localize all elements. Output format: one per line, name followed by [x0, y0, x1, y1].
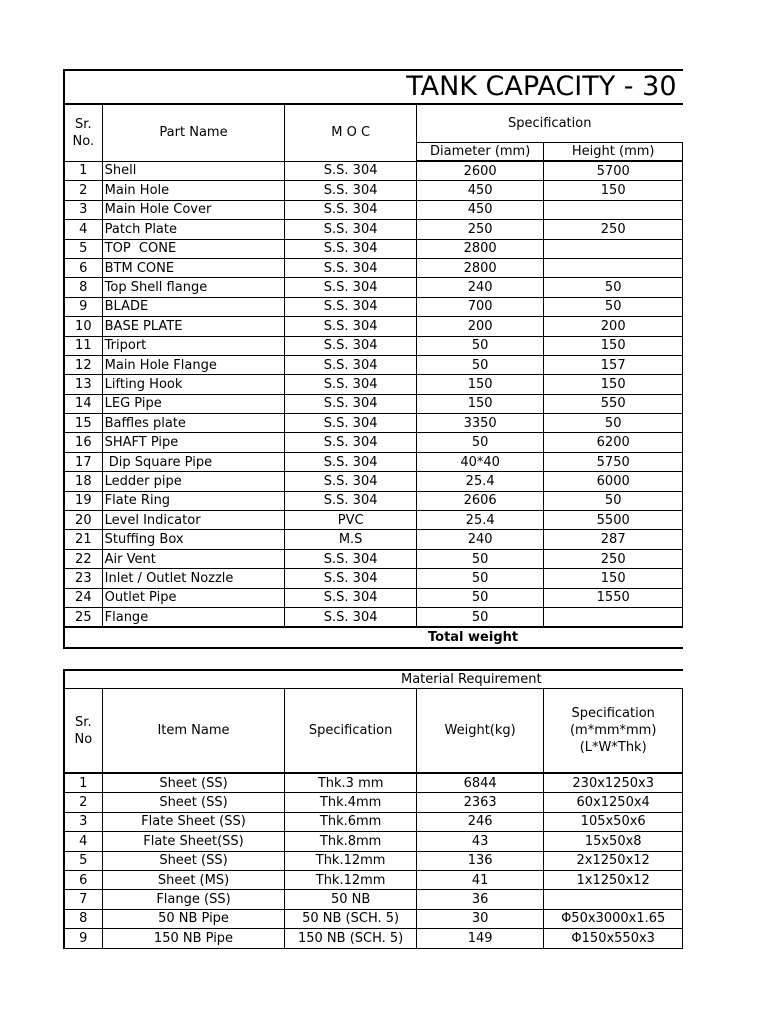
cell-sr: 18	[64, 472, 102, 491]
cell-spec-dims	[544, 890, 683, 909]
cell-weight: 43	[416, 832, 544, 851]
cell-moc: S.S. 304	[285, 355, 417, 374]
table-row	[64, 336, 683, 355]
cell-moc: S.S. 304	[285, 200, 417, 219]
cell-part-name: Patch Plate	[102, 220, 285, 239]
cell-sr: 15	[64, 414, 102, 433]
table-row	[64, 909, 683, 928]
cell-diameter: 3350	[416, 414, 544, 433]
cell-spec-dims: 105x50x6	[544, 812, 683, 831]
table-row	[64, 569, 683, 588]
cell-sr: 13	[64, 375, 102, 394]
parts-table	[63, 69, 683, 649]
cell-diameter: 200	[416, 317, 544, 336]
cell-weight: 246	[416, 812, 544, 831]
cell-diameter: 700	[416, 297, 544, 316]
table-row	[64, 258, 683, 277]
cell-height: 150	[544, 336, 683, 355]
cell-specification: 50 NB	[285, 890, 417, 909]
table-row	[64, 200, 683, 219]
cell-specification: Thk.4mm	[285, 793, 417, 812]
cell-height: 50	[544, 297, 683, 316]
cell-part-name: Air Vent	[102, 549, 285, 568]
table-row	[64, 161, 683, 181]
cell-diameter: 50	[416, 607, 544, 627]
cell-height: 50	[544, 491, 683, 510]
cell-spec-dims: Φ150x550x3	[544, 929, 683, 948]
cell-height: 150	[544, 181, 683, 200]
cell-spec-dims: Φ50x3000x1.65	[544, 909, 683, 928]
table-row	[64, 773, 683, 793]
material-header-row	[64, 689, 683, 774]
cell-sr: 6	[64, 258, 102, 277]
total-row	[64, 627, 683, 648]
cell-weight: 30	[416, 909, 544, 928]
cell-diameter: 40*40	[416, 452, 544, 471]
cell-moc: S.S. 304	[285, 588, 417, 607]
cell-height: 550	[544, 394, 683, 413]
cell-sr: 21	[64, 530, 102, 549]
cell-sr: 3	[64, 812, 102, 831]
cell-moc: S.S. 304	[285, 452, 417, 471]
material-title-row	[64, 670, 683, 689]
cell-weight: 2363	[416, 793, 544, 812]
cell-item-name: Sheet (SS)	[102, 773, 285, 793]
cell-part-name: Dip Square Pipe	[102, 452, 285, 471]
cell-diameter: 50	[416, 569, 544, 588]
cell-diameter: 50	[416, 549, 544, 568]
cell-part-name: LEG Pipe	[102, 394, 285, 413]
cell-moc: S.S. 304	[285, 472, 417, 491]
cell-sr: 9	[64, 929, 102, 948]
cell-diameter: 50	[416, 433, 544, 452]
cell-sr: 5	[64, 851, 102, 870]
cell-specification: Thk.6mm	[285, 812, 417, 831]
cell-item-name: Flate Sheet(SS)	[102, 832, 285, 851]
cell-item-name: 150 NB Pipe	[102, 929, 285, 948]
cell-sr: 2	[64, 181, 102, 200]
total-weight-label: Total weight	[64, 627, 683, 648]
table-row	[64, 220, 683, 239]
cell-spec-dims: 60x1250x4	[544, 793, 683, 812]
cell-sr: 9	[64, 297, 102, 316]
cell-moc: S.S. 304	[285, 239, 417, 258]
cell-weight: 149	[416, 929, 544, 948]
cell-sr: 14	[64, 394, 102, 413]
cell-part-name: Top Shell flange	[102, 278, 285, 297]
cell-moc: S.S. 304	[285, 220, 417, 239]
cell-height: 287	[544, 530, 683, 549]
cell-sr: 6	[64, 870, 102, 889]
cell-item-name: 50 NB Pipe	[102, 909, 285, 928]
cell-diameter: 25.4	[416, 472, 544, 491]
cell-height: 6200	[544, 433, 683, 452]
table-row	[64, 394, 683, 413]
table-row	[64, 511, 683, 530]
cell-height: 50	[544, 278, 683, 297]
cell-height: 250	[544, 220, 683, 239]
cell-item-name: Sheet (SS)	[102, 793, 285, 812]
cell-moc: S.S. 304	[285, 336, 417, 355]
cell-height: 150	[544, 375, 683, 394]
cell-sr: 23	[64, 569, 102, 588]
header-specification: Specification	[416, 104, 682, 143]
table-row	[64, 278, 683, 297]
header-spec-dims: Specification (m*mm*mm) (L*W*Thk)	[544, 689, 683, 774]
cell-moc: S.S. 304	[285, 433, 417, 452]
table-row	[64, 491, 683, 510]
table-row	[64, 890, 683, 909]
cell-sr: 1	[64, 161, 102, 181]
cell-sr: 3	[64, 200, 102, 219]
cell-part-name: Lifting Hook	[102, 375, 285, 394]
cell-moc: S.S. 304	[285, 491, 417, 510]
cell-diameter: 2606	[416, 491, 544, 510]
table-row	[64, 317, 683, 336]
cell-diameter: 25.4	[416, 511, 544, 530]
cell-spec-dims: 1x1250x12	[544, 870, 683, 889]
parts-header-row	[64, 104, 683, 143]
cell-item-name: Sheet (MS)	[102, 870, 285, 889]
cell-part-name: Stuffing Box	[102, 530, 285, 549]
cell-part-name: Flange	[102, 607, 285, 627]
cell-moc: S.S. 304	[285, 607, 417, 627]
cell-moc: S.S. 304	[285, 394, 417, 413]
cell-height: 200	[544, 317, 683, 336]
cell-sr: 16	[64, 433, 102, 452]
parts-body	[64, 161, 683, 627]
cell-diameter: 150	[416, 375, 544, 394]
cell-weight: 36	[416, 890, 544, 909]
cell-moc: S.S. 304	[285, 317, 417, 336]
cell-part-name: Triport	[102, 336, 285, 355]
table-row	[64, 793, 683, 812]
cell-specification: 150 NB (SCH. 5)	[285, 929, 417, 948]
table-row	[64, 433, 683, 452]
cell-weight: 136	[416, 851, 544, 870]
cell-sr: 7	[64, 890, 102, 909]
cell-item-name: Sheet (SS)	[102, 851, 285, 870]
title-row	[64, 70, 683, 104]
cell-sr: 5	[64, 239, 102, 258]
cell-height: 250	[544, 549, 683, 568]
cell-sr: 4	[64, 832, 102, 851]
cell-moc: S.S. 304	[285, 258, 417, 277]
table-row	[64, 549, 683, 568]
cell-part-name: Baffles plate	[102, 414, 285, 433]
cell-moc: S.S. 304	[285, 375, 417, 394]
table-row	[64, 375, 683, 394]
cell-spec-dims: 2x1250x12	[544, 851, 683, 870]
cell-sr: 8	[64, 909, 102, 928]
cell-moc: S.S. 304	[285, 569, 417, 588]
table-row	[64, 181, 683, 200]
cell-diameter: 2800	[416, 239, 544, 258]
cell-diameter: 2600	[416, 161, 544, 181]
cell-sr: 12	[64, 355, 102, 374]
table-row	[64, 452, 683, 471]
cell-sr: 8	[64, 278, 102, 297]
table-row	[64, 239, 683, 258]
cell-sr: 4	[64, 220, 102, 239]
cell-moc: PVC	[285, 511, 417, 530]
cell-height: 6000	[544, 472, 683, 491]
cell-weight: 6844	[416, 773, 544, 793]
cell-sr: 10	[64, 317, 102, 336]
table-row	[64, 832, 683, 851]
cell-height: 157	[544, 355, 683, 374]
cell-height: 5750	[544, 452, 683, 471]
cell-part-name: Flate Ring	[102, 491, 285, 510]
cell-specification: Thk.8mm	[285, 832, 417, 851]
page-title: TANK CAPACITY - 30	[64, 70, 683, 104]
header-diameter: Diameter (mm)	[416, 143, 544, 162]
cell-moc: S.S. 304	[285, 278, 417, 297]
table-row	[64, 851, 683, 870]
cell-sr: 11	[64, 336, 102, 355]
cell-moc: S.S. 304	[285, 161, 417, 181]
cell-height	[544, 258, 683, 277]
material-table	[63, 669, 683, 949]
cell-sr: 20	[64, 511, 102, 530]
cell-spec-dims: 230x1250x3	[544, 773, 683, 793]
cell-height: 5700	[544, 161, 683, 181]
cell-diameter: 450	[416, 200, 544, 219]
cell-height	[544, 200, 683, 219]
cell-part-name: Main Hole Cover	[102, 200, 285, 219]
cell-part-name: Shell	[102, 161, 285, 181]
cell-spec-dims: 15x50x8	[544, 832, 683, 851]
cell-part-name: Ledder pipe	[102, 472, 285, 491]
table-row	[64, 812, 683, 831]
cell-item-name: Flange (SS)	[102, 890, 285, 909]
cell-part-name: BASE PLATE	[102, 317, 285, 336]
cell-diameter: 250	[416, 220, 544, 239]
cell-diameter: 240	[416, 278, 544, 297]
cell-sr: 25	[64, 607, 102, 627]
cell-part-name: BTM CONE	[102, 258, 285, 277]
table-row	[64, 588, 683, 607]
cell-moc: S.S. 304	[285, 414, 417, 433]
cell-specification: 50 NB (SCH. 5)	[285, 909, 417, 928]
cell-part-name: Level Indicator	[102, 511, 285, 530]
cell-part-name: TOP CONE	[102, 239, 285, 258]
cell-diameter: 50	[416, 588, 544, 607]
header-part-name: Part Name	[102, 104, 285, 161]
cell-diameter: 50	[416, 336, 544, 355]
table-row	[64, 472, 683, 491]
cell-height	[544, 239, 683, 258]
cell-height	[544, 607, 683, 627]
table-row	[64, 929, 683, 948]
header-height: Height (mm)	[544, 143, 683, 162]
cell-height: 5500	[544, 511, 683, 530]
cell-diameter: 50	[416, 355, 544, 374]
cell-part-name: SHAFT Pipe	[102, 433, 285, 452]
cell-diameter: 450	[416, 181, 544, 200]
table-row	[64, 607, 683, 627]
header-specification-2: Specification	[285, 689, 417, 774]
cell-diameter: 2800	[416, 258, 544, 277]
cell-moc: S.S. 304	[285, 297, 417, 316]
cell-item-name: Flate Sheet (SS)	[102, 812, 285, 831]
cell-weight: 41	[416, 870, 544, 889]
header-moc: M O C	[285, 104, 417, 161]
cell-part-name: Main Hole Flange	[102, 355, 285, 374]
table-row	[64, 355, 683, 374]
header-weight: Weight(kg)	[416, 689, 544, 774]
cell-sr: 2	[64, 793, 102, 812]
cell-sr: 1	[64, 773, 102, 793]
cell-height: 1550	[544, 588, 683, 607]
cell-part-name: Outlet Pipe	[102, 588, 285, 607]
cell-diameter: 150	[416, 394, 544, 413]
cell-moc: S.S. 304	[285, 549, 417, 568]
cell-part-name: Inlet / Outlet Nozzle	[102, 569, 285, 588]
header-sr-no-2: Sr. No	[64, 689, 102, 774]
table-row	[64, 297, 683, 316]
cell-sr: 22	[64, 549, 102, 568]
cell-part-name: BLADE	[102, 297, 285, 316]
header-sr-no: Sr. No.	[64, 104, 102, 161]
table-row	[64, 870, 683, 889]
table-row	[64, 530, 683, 549]
cell-specification: Thk.3 mm	[285, 773, 417, 793]
cell-sr: 19	[64, 491, 102, 510]
cell-specification: Thk.12mm	[285, 851, 417, 870]
cell-moc: M.S	[285, 530, 417, 549]
cell-specification: Thk.12mm	[285, 870, 417, 889]
cell-moc: S.S. 304	[285, 181, 417, 200]
cell-sr: 24	[64, 588, 102, 607]
header-item-name: Item Name	[102, 689, 285, 774]
cell-height: 150	[544, 569, 683, 588]
cell-diameter: 240	[416, 530, 544, 549]
cell-part-name: Main Hole	[102, 181, 285, 200]
material-title: Material Requirement	[64, 670, 683, 689]
table-row	[64, 414, 683, 433]
cell-height: 50	[544, 414, 683, 433]
material-body	[64, 773, 683, 948]
cell-sr: 17	[64, 452, 102, 471]
